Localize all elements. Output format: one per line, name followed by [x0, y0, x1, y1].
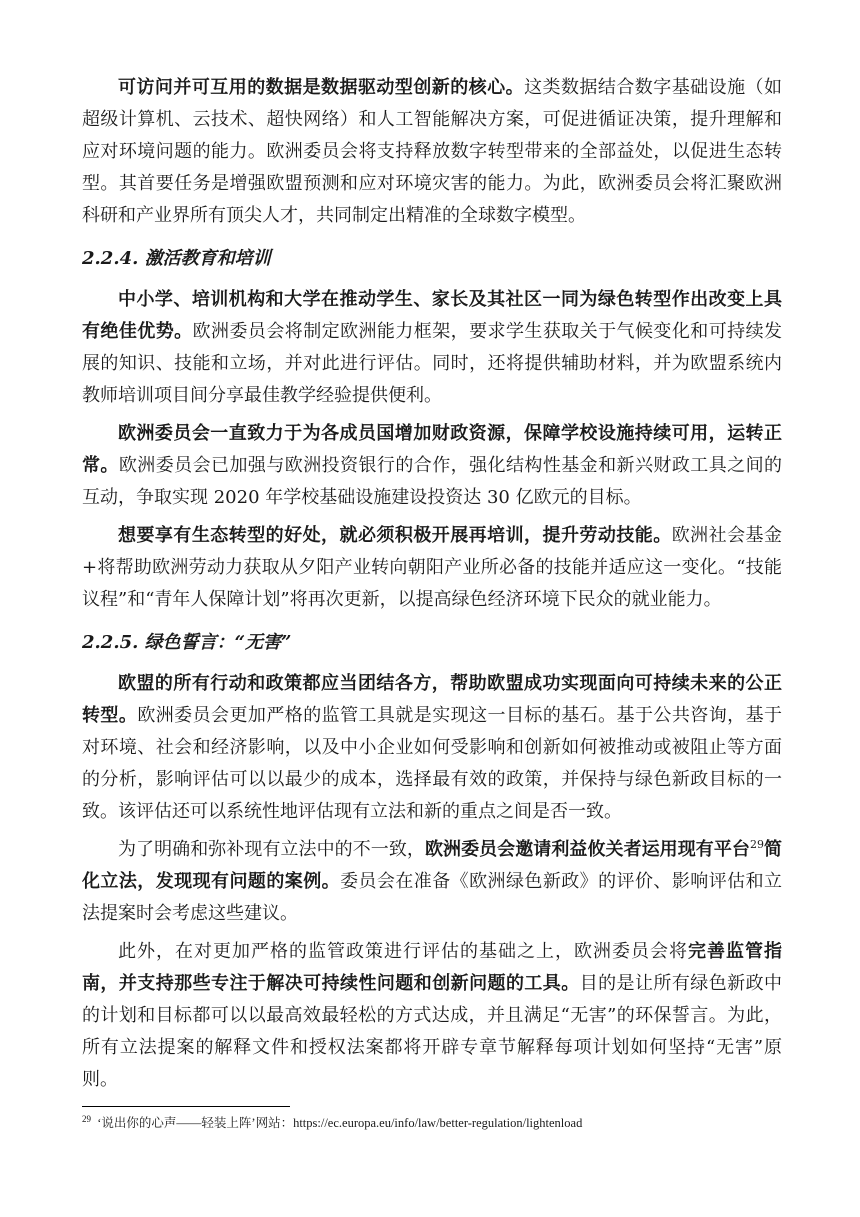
- paragraph-reskilling: [82, 520, 782, 616]
- paragraph-financing: [82, 418, 782, 514]
- bold-text: 简化立法，发现现有问题的案例。: [82, 839, 783, 892]
- paragraph-regulatory-guidance: [82, 936, 782, 1096]
- paragraph-data-innovation: [82, 72, 782, 232]
- paragraph-just-transition: [82, 668, 782, 828]
- body-text: 欧洲委员会已加强与欧洲投资银行的合作，强化结构性基金和新兴财政工具之间的互动，争取实现 2020 年学校基础设施建设投资达 30 亿欧元的目标。: [82, 455, 783, 508]
- section-heading-2-2-4: 2.2.4. 激活教育和培训: [82, 248, 271, 269]
- body-text: 此外，在对更加严格的监管政策进行评估的基础之上，欧洲委员会将: [118, 941, 688, 962]
- body-text: 为了明确和弥补现有立法中的不一致，: [118, 839, 425, 860]
- body-text: 这类数据结合数字基础设施（如超级计算机、云技术、超快网络）和人工智能解决方案，可促进循证决策，提升理解和应对环境问题的能力。欧洲委员会将支持释放数字转型带来的全部益处，以促进生态转型。其首要任务是增强欧盟预测和应对环境灾害的能力。为此，欧洲委员会将汇聚欧洲科研和产业界所有顶尖人才，共同制定出精准的全球数字模型。: [82, 77, 783, 226]
- body-text: 欧洲社会基金+将帮助欧洲劳动力获取从夕阳产业转向朝阳产业所必备的技能并适应这一变化。“技能议程”和“青年人保障计划”将再次更新，以提高绿色经济环境下民众的就业能力。: [82, 525, 783, 610]
- footnote-ref[interactable]: 29: [749, 838, 764, 851]
- paragraph-schools: [82, 284, 782, 412]
- body-text: 欧洲委员会将制定欧洲能力框架，要求学生获取关于气候变化和可持续发展的知识、技能和立场，并对此进行评估。同时，还将提供辅助材料，并为欧盟系统内教师培训项目间分享最佳教学经验提供便利。: [82, 321, 783, 406]
- section-heading-2-2-5: 2.2.5. 绿色誓言：“无害”: [82, 632, 292, 653]
- bold-lead: 欧盟的所有行动和政策都应当团结各方，帮助欧盟成功实现面向可持续未来的公正转型。: [82, 673, 782, 726]
- body-text: 目的是让所有绿色新政中的计划和目标都可以以最高效最轻松的方式达成，并且满足“无害”的环保誓言。为此，所有立法提案的解释文件和授权法案都将开辟专章节解释每项计划如何坚持“无害”原则。: [82, 973, 783, 1090]
- footnote-text: ‘说出你的心声——轻装上阵’网站：https://ec.europa.eu/info/law/better-regulation/lightenload: [97, 1116, 583, 1130]
- bold-text: 完善监管指南，并支持那些专注于解决可持续性问题和创新问题的工具。: [82, 941, 782, 994]
- bold-lead: 中小学、培训机构和大学在推动学生、家长及其社区一同为绿色转型作出改变上具有绝佳优势。: [82, 289, 782, 342]
- footnote-divider: [82, 1106, 290, 1107]
- paragraph-simplify-legislation: [82, 834, 782, 930]
- bold-lead: 想要享有生态转型的好处，就必须积极开展再培训，提升劳动技能。: [118, 525, 672, 546]
- body-text: 欧洲委员会更加严格的监管工具就是实现这一目标的基石。基于公共咨询，基于对环境、社会和经济影响，以及中小企业如何受影响和创新如何被推动或被阻止等方面的分析，影响评估可以以最少的成本，选择最有效的政策，并保持与绿色新政目标的一致。该评估还可以系统性地评估现有立法和新的重点之间是否一致。: [82, 705, 783, 822]
- body-text: 委员会在准备《欧洲绿色新政》的评价、影响评估和立法提案时会考虑这些建议。: [82, 871, 783, 924]
- footnote: [82, 1114, 782, 1132]
- bold-lead: 欧洲委员会一直致力于为各成员国增加财政资源，保障学校设施持续可用，运转正常。: [82, 423, 782, 476]
- document-page: [82, 72, 782, 1096]
- bold-text: 欧洲委员会邀请利益攸关者运用现有平台: [424, 839, 750, 860]
- bold-lead: 可访问并可互用的数据是数据驱动型创新的核心。: [118, 77, 525, 98]
- footnote-number: 29: [82, 1113, 91, 1124]
